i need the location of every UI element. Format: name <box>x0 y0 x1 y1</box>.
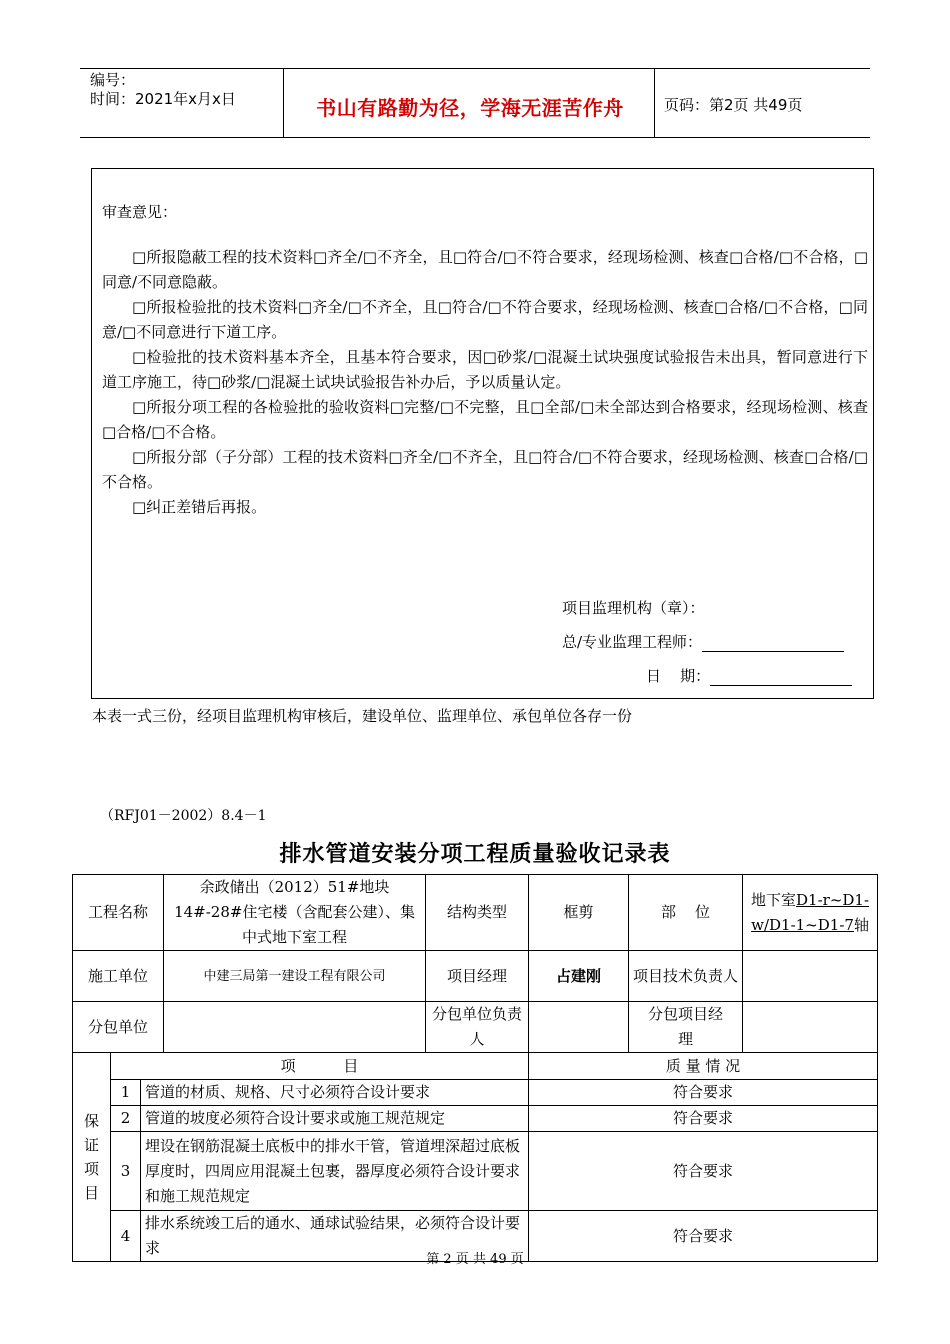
header-meta <box>90 71 236 109</box>
pm-name: 占建刚 <box>529 951 629 1002</box>
sub-pm-value <box>743 1002 878 1053</box>
review-paragraph: □所报分项工程的各检验批的验收资料□完整/□不完整，且□全部/□未全部达到合格要求，经现场检测、核查□合格/□不合格。 <box>102 398 868 441</box>
supervision-org-label: 项目监理机构（章）： <box>562 599 705 617</box>
review-paragraph: □所报分部（子分部）工程的技术资料□齐全/□不齐全，且□符合/□不符合要求，经现场检测、核查□合格/□不合格。 <box>102 448 868 491</box>
sub-pm-label: 分包项目经 理 <box>629 1002 743 1053</box>
subcontractor-value <box>164 1002 426 1053</box>
sub-lead-value <box>529 1002 629 1053</box>
sub-lead-label: 分包单位负责人 <box>426 1002 529 1053</box>
form-title: 排水管道安装分项工程质量验收记录表 <box>279 841 671 867</box>
tech-lead-label: 项目技术负责人 <box>629 951 743 1002</box>
item-result: 符合要求 <box>529 1211 878 1262</box>
project-name-label: 工程名称 <box>73 875 164 951</box>
item-number: 3 <box>111 1132 141 1211</box>
column-header-item: 项 目 <box>111 1053 529 1080</box>
structure-type-label: 结构类型 <box>426 875 529 951</box>
item-result: 符合要求 <box>529 1080 878 1106</box>
header-page-label: 页码：第2页 共49页 <box>664 96 803 114</box>
location-axis: D1-r~D1-w/D1-1~D1-7 <box>751 890 870 934</box>
page-footer: 第 2 页 共 49 页 <box>426 1252 524 1267</box>
table-row <box>73 875 878 951</box>
item-text: 排水系统竣工后的通水、通球试验结果，必须符合设计要求 <box>141 1211 529 1262</box>
location-suffix: 轴 <box>853 915 869 934</box>
item-number: 4 <box>111 1211 141 1262</box>
table-row <box>73 1002 878 1053</box>
location-prefix: 地下室 <box>751 890 797 909</box>
review-paragraph: □所报隐蔽工程的技术资料□齐全/□不齐全，且□符合/□不符合要求，经现场检测、核查□合格/□不合格，□同意/不同意隐蔽。 <box>102 248 868 291</box>
review-paragraph: □检验批的技术资料基本齐全，且基本符合要求，因□砂浆/□混凝土试块强度试验报告未出具，暂同意进行下道工序施工，待□砂浆/□混凝土试块试验报告补办后，予以质量认定。 <box>102 348 868 391</box>
item-text: 埋设在钢筋混凝土底板中的排水干管，管道埋深超过底板厚度时，四周应用混凝土包裹，器厚度必须符合设计要求和施工规范规定 <box>141 1132 529 1211</box>
form-code: （RFJ01－2002）8.4－1 <box>100 808 267 824</box>
pm-label: 项目经理 <box>426 951 529 1002</box>
header-time-label: 时间：2021年x月x日 <box>90 90 236 108</box>
review-title: 审查意见： <box>102 203 178 221</box>
structure-type: 框剪 <box>529 875 629 951</box>
item-result: 符合要求 <box>529 1132 878 1211</box>
engineer-label: 总/专业监理工程师： <box>562 633 703 651</box>
page-header <box>80 68 870 138</box>
table-row <box>73 1132 878 1211</box>
header-motto: 书山有路勤为径，学海无涯苦作舟 <box>316 96 624 120</box>
item-text: 管道的材质、规格、尺寸必须符合设计要求 <box>141 1080 529 1106</box>
review-paragraph: □所报检验批的技术资料□齐全/□不齐全，且□符合/□不符合要求，经现场检测、核查□合格/□不合格，□同意/□不同意进行下道工序。 <box>102 298 868 341</box>
review-opinion-box <box>91 168 874 699</box>
item-number: 2 <box>111 1106 141 1132</box>
contractor-label: 施工单位 <box>73 951 164 1002</box>
location-label: 部 位 <box>629 875 743 951</box>
date-row <box>646 665 852 686</box>
engineer-signature-line <box>702 635 844 652</box>
table-row <box>73 951 878 1002</box>
item-result: 符合要求 <box>529 1106 878 1132</box>
header-number-label: 编号： <box>90 71 136 89</box>
location-value <box>743 875 878 951</box>
subcontractor-label: 分包单位 <box>73 1002 164 1053</box>
distribution-note: 本表一式三份，经项目监理机构审核后，建设单位、监理单位、承包单位各存一份 <box>92 707 633 725</box>
item-text: 管道的坡度必须符合设计要求或施工规范规定 <box>141 1106 529 1132</box>
column-header-quality: 质 量 情 况 <box>529 1053 878 1080</box>
date-line <box>710 669 852 686</box>
project-name: 余政储出（2012）51#地块14#-28#住宅楼（含配套公建）、集中式地下室工程 <box>164 875 426 951</box>
table-row <box>73 1053 878 1080</box>
acceptance-record-table <box>72 874 878 1262</box>
review-paragraph: □纠正差错后再报。 <box>132 498 267 516</box>
engineer-signature-row <box>562 631 844 652</box>
table-row <box>73 1106 878 1132</box>
tech-lead-value <box>743 951 878 1002</box>
review-paragraphs <box>102 245 868 520</box>
section-label: 保证项目 <box>73 1053 111 1262</box>
header-divider <box>283 69 284 137</box>
item-number: 1 <box>111 1080 141 1106</box>
table-row <box>73 1080 878 1106</box>
date-label: 日 期： <box>646 667 711 685</box>
contractor-name: 中建三局第一建设工程有限公司 <box>164 951 426 1002</box>
